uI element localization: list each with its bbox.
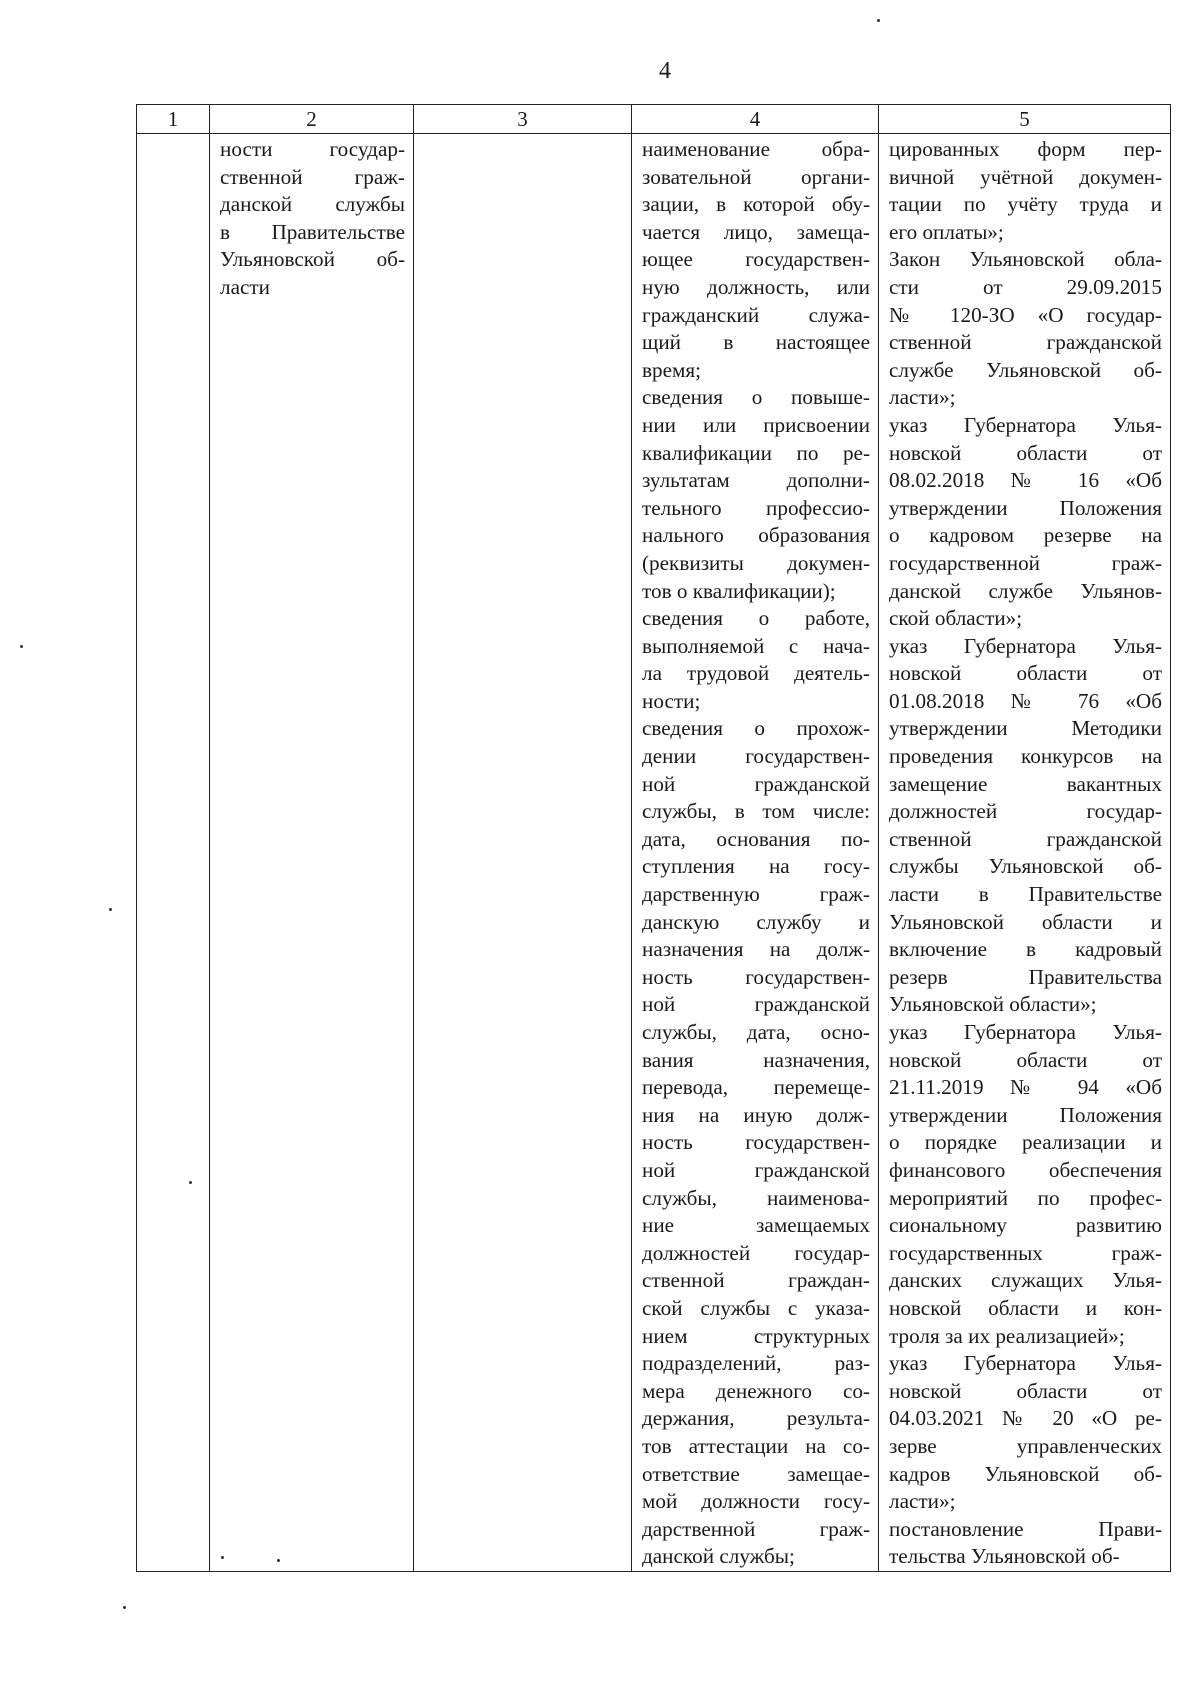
cell-col-5 — [879, 134, 1171, 1572]
cell-line: новской области от — [889, 1047, 1162, 1072]
cell-line: службы, наименова- — [642, 1185, 870, 1210]
cell-line: ния на иную долж- — [642, 1102, 870, 1127]
cell-line: службы, в том числе: — [642, 799, 870, 824]
cell-line: утверждении Положения — [889, 495, 1162, 520]
cell-line: вания назначения, — [642, 1047, 870, 1072]
cell-line: зультатам дополни- — [642, 468, 870, 493]
column-header-3: 3 — [414, 105, 632, 134]
cell-line: ние замещаемых — [642, 1213, 870, 1238]
cell-line: новской области от — [889, 661, 1162, 686]
cell-line: ласти»; — [889, 1489, 956, 1514]
cell-line: ность государствен- — [642, 1130, 870, 1155]
cell-line: тации по учёту труда и — [889, 192, 1162, 217]
cell-line: мой должности госу- — [642, 1489, 870, 1514]
cell-line: дата, основания по- — [642, 826, 870, 851]
cell-line: Ульяновской об- — [220, 247, 405, 272]
cell-line: зации, в которой обу- — [642, 192, 870, 217]
cell-line: данских служащих Улья- — [889, 1268, 1162, 1293]
cell-line: Закон Ульяновской обла- — [889, 247, 1162, 272]
cell-line: нием структурных — [642, 1323, 870, 1348]
cell-line: ной гражданской — [642, 771, 870, 796]
cell-line: государственной граж- — [889, 550, 1162, 575]
cell-line: сведения о повыше- — [642, 385, 870, 410]
cell-line: ной гражданской — [642, 992, 870, 1017]
cell-line: дарственной граж- — [642, 1516, 870, 1541]
cell-line: финансового обеспечения — [889, 1157, 1162, 1182]
cell-line: ности; — [642, 688, 701, 713]
cell-line: цированных форм пер- — [889, 137, 1162, 161]
cell-line: утверждении Положения — [889, 1102, 1162, 1127]
cell-line: указ Губернатора Улья- — [889, 1351, 1162, 1376]
column-header-1: 1 — [137, 105, 210, 134]
cell-line: вичной учётной докумен- — [889, 164, 1162, 189]
cell-line: ответствие замещае- — [642, 1461, 870, 1486]
cell-line: проведения конкурсов на — [889, 744, 1162, 769]
column-header-2: 2 — [210, 105, 414, 134]
scan-speck — [123, 1606, 126, 1609]
cell-line: зерве управленческих — [889, 1433, 1162, 1458]
cell-line: ственной гражданской — [889, 330, 1162, 355]
cell-line: включение в кадровый — [889, 937, 1162, 962]
cell-line: о порядке реализации и — [889, 1130, 1162, 1155]
cell-line: ственной граждан- — [642, 1268, 870, 1293]
cell-line: данскую службу и — [642, 909, 870, 934]
page-number: 4 — [659, 58, 671, 84]
scan-speck — [189, 1181, 192, 1184]
cell-line: ласти в Правительстве — [889, 882, 1162, 907]
cell-line: данской службы; — [642, 1544, 795, 1569]
cell-line: назначения на долж- — [642, 937, 870, 962]
scan-speck — [20, 645, 23, 648]
cell-line: ственной граж- — [220, 164, 405, 189]
cell-line: ласти — [220, 274, 270, 299]
cell-line: указ Губернатора Улья- — [889, 633, 1162, 658]
cell-line: № 120-ЗО «О государ- — [889, 302, 1162, 327]
cell-line: указ Губернатора Улья- — [889, 1020, 1162, 1044]
cell-col-4 — [632, 134, 879, 1572]
cell-line: квалификации по ре- — [642, 440, 870, 465]
cell-line: тельства Ульяновской об- — [889, 1544, 1120, 1569]
cell-line: нии или присвоении — [642, 412, 870, 437]
cell-line: (реквизиты докумен- — [642, 550, 870, 575]
cell-col-1 — [137, 134, 210, 1572]
cell-line: службы Ульяновской об- — [889, 854, 1162, 879]
cell-line: государственных граж- — [889, 1240, 1162, 1265]
column-header-4: 4 — [632, 105, 879, 134]
cell-line: сведения о работе, — [642, 606, 870, 631]
scan-speck — [877, 19, 880, 22]
cell-line: 04.03.2021 № 20 «О ре- — [889, 1406, 1162, 1431]
cell-line: гражданский служа- — [642, 302, 870, 327]
cell-line: нального образования — [642, 523, 870, 548]
cell-line: ной гражданской — [642, 1157, 870, 1182]
cell-line: 21.11.2019 № 94 «Об — [889, 1075, 1162, 1100]
cell-line: ской службы с указа- — [642, 1295, 870, 1320]
cell-line: троля за их реализацией»; — [889, 1323, 1125, 1348]
cell-line: ность государствен- — [642, 964, 870, 989]
cell-line: мероприятий по профес- — [889, 1185, 1162, 1210]
cell-line: должностей государ- — [642, 1240, 870, 1265]
cell-line: постановление Прави- — [889, 1516, 1162, 1541]
cell-line: сведения о прохож- — [642, 716, 870, 741]
cell-line: новской области и кон- — [889, 1295, 1162, 1320]
cell-line: новской области от — [889, 440, 1162, 465]
cell-line: время; — [642, 357, 702, 382]
cell-line: ющее государствен- — [642, 247, 870, 272]
scan-speck — [109, 908, 112, 911]
cell-line: дении государствен- — [642, 744, 870, 769]
document-table — [136, 104, 1171, 1572]
cell-line: новской области от — [889, 1378, 1162, 1403]
cell-line: утверждении Методики — [889, 716, 1162, 741]
cell-line: его оплаты»; — [889, 219, 1004, 244]
cell-line: данской службе Ульянов- — [889, 578, 1162, 603]
table-header-row — [137, 105, 1171, 134]
cell-line: наименование обра- — [642, 137, 870, 161]
column-header-5: 5 — [879, 105, 1171, 134]
cell-line: сиональному развитию — [889, 1213, 1162, 1238]
cell-line: службы, дата, осно- — [642, 1020, 870, 1044]
cell-col-2 — [210, 134, 414, 1572]
cell-line: подразделений, раз- — [642, 1351, 870, 1376]
cell-line: тов о квалификации); — [642, 578, 836, 603]
cell-line: держания, результа- — [642, 1406, 870, 1431]
cell-line: зовательной органи- — [642, 164, 870, 189]
cell-line: ла трудовой деятель- — [642, 661, 870, 686]
cell-line: сти от 29.09.2015 — [889, 274, 1162, 299]
cell-line: должностей государ- — [889, 799, 1162, 824]
cell-line: замещение вакантных — [889, 771, 1162, 796]
cell-line: ступления на госу- — [642, 854, 870, 879]
cell-line: службе Ульяновской об- — [889, 357, 1162, 382]
cell-line: в Правительстве — [220, 219, 405, 244]
cell-line: ности государ- — [220, 137, 405, 161]
cell-line: данской службы — [220, 192, 405, 217]
scan-speck — [277, 1559, 280, 1562]
cell-line: тов аттестации на со- — [642, 1433, 870, 1458]
cell-line: резерв Правительства — [889, 964, 1162, 989]
cell-line: ласти»; — [889, 385, 956, 410]
cell-line: ской области»; — [889, 606, 1023, 631]
cell-col-3 — [414, 134, 632, 1572]
cell-line: ную должность, или — [642, 274, 870, 299]
cell-line: указ Губернатора Улья- — [889, 412, 1162, 437]
cell-line: перевода, перемеще- — [642, 1075, 870, 1100]
cell-line: щий в настоящее — [642, 330, 870, 355]
cell-line: чается лицо, замеща- — [642, 219, 870, 244]
cell-line: кадров Ульяновской об- — [889, 1461, 1162, 1486]
cell-line: дарственную граж- — [642, 882, 870, 907]
cell-line: тельного профессио- — [642, 495, 870, 520]
cell-line: ственной гражданской — [889, 826, 1162, 851]
cell-line: Ульяновской области»; — [889, 992, 1097, 1017]
cell-line: выполняемой с нача- — [642, 633, 870, 658]
cell-line: 01.08.2018 № 76 «Об — [889, 688, 1162, 713]
cell-line: мера денежного со- — [642, 1378, 870, 1403]
cell-line: о кадровом резерве на — [889, 523, 1162, 548]
scan-speck — [221, 1556, 224, 1559]
table-row — [137, 134, 1171, 1572]
cell-line: 08.02.2018 № 16 «Об — [889, 468, 1162, 493]
cell-line: Ульяновской области и — [889, 909, 1162, 934]
